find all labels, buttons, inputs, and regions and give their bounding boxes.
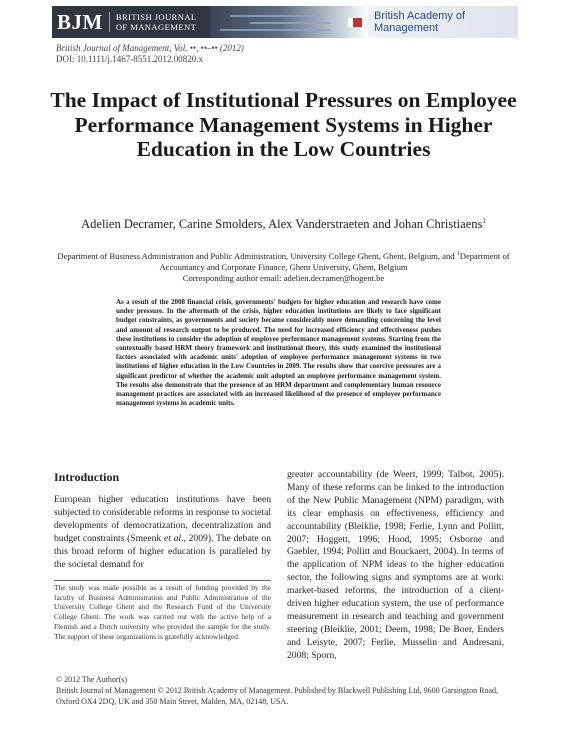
affiliation-2: Department of Accountancy and Corporate Finance, Ghent University, Ghent, Belgium (159, 250, 510, 272)
affiliation-1: Department of Business Administration and Public Administration, University College Ghent, Ghent, Belgium, and (57, 250, 455, 261)
intro-text-b: ., 2009). The debate on this broad reform of higher education is paralleled by the societal demand for (54, 532, 271, 570)
journal-reference: British Journal of Management, Vol. ••, ••–•• (2012) (56, 43, 244, 53)
journal-name (116, 12, 197, 32)
logo-divider (109, 12, 110, 32)
doi-link[interactable]: DOI: 10.1111/j.1467-8551.2012.00820.x (56, 54, 203, 64)
intro-text-a: European higher education institutions have been subjected to considerable reforms in response to societal developments of democratization, decentralization and budget constraints (Smeenk (54, 494, 271, 544)
journal-logo-block (52, 6, 210, 38)
publisher-block (368, 6, 518, 38)
journal-name-line-1: BRITISH JOURNAL (115, 12, 197, 22)
author-list (40, 214, 527, 233)
publisher-name: British Academy of Management (374, 10, 466, 34)
flag-icon (348, 18, 362, 27)
bjm-logo: BJM (57, 9, 103, 34)
body-paragraph-right: greater accountability (de Weert, 1999; Talbot, 2005). Many of these reforms can be linked to the introduction of the New Public Management (NPM) paradigm, with its clear emphasis on effectiveness, efficiency and accountability (Bleiklie, 1998; Ferlie, Lynn and Pollitt, 2007; Hoggett, 1996; Hood, 1995; Osborne and Gaebler, 1994; Pollitt and Bouckaert, 2004). In terms of the application of NPM ideas to the higher education sector, the following signs and symptoms are at work: market-based reforms, the introduction of a client-driven higher education system, the use of performance measurement in research and teaching and government steering (Bleiklie, 2001; Deem, 1998; De Boer, Enders and Leisyte, 2007; Ferlie, Musselin and Andresani, 2008; Sporn, (287, 469, 504, 661)
affiliation-marker: 1 (456, 251, 460, 257)
journal-banner (52, 6, 518, 38)
copyright-author: © 2012 The Author(s) (56, 675, 128, 684)
funding-footnote: The study was made possible as a result of funding provided by the faculty of Business Administration and Public Administration of the University College Ghent and the Research Fund of the University College Ghent. The work was carried out with the active help of a Flemish and a Dutch university who provided the sample for the study. The support of these organizations is gratefully acknowledged. (54, 583, 271, 641)
affiliation (50, 249, 517, 284)
author-marker: 1 (482, 217, 486, 225)
authors-text: Adelien Decramer, Carine Smolders, Alex Vanderstraeten and Johan Christiaens (81, 217, 483, 232)
corresponding-email: Corresponding author email: adelien.decramer@hogent.be (182, 272, 385, 283)
abstract: As a result of the 2008 financial crisis, governments' budgets for higher education and research have come under pressure. In the aftermath of the crisis, higher education institutions are likely to face significant budget constraints, as governments and society became considerably more demanding concerning the level and amount of research output to be produced. The need for increased efficiency and effectiveness pushes these institutions to consider the adoption of employee performance management systems. Starting from the contextually based HRM theory framework and institutional theory, this study examined the institutional factors associated with academic units' adoption of employee performance management systems in two institutions of higher education in the Low Countries in 2009. The results show that coercive pressures are a significant predictor of whether the academic unit adopted an employee performance management system. The results also demonstrate that the presence of an HRM department and complementary human resource management practices are associated with an increased likelihood of the presence of employee performance management systems in academic units. (116, 298, 441, 408)
banner-graphic (210, 6, 368, 38)
intro-et-al: et al (163, 532, 182, 544)
article-title: The Impact of Institutional Pressures on Employee Performance Management Systems in Higher Education in the Low Countries (50, 88, 517, 161)
footnote-rule (54, 580, 271, 581)
journal-name-line-2: OF MANAGEMENT (115, 22, 197, 32)
body-paragraph-left (54, 494, 271, 571)
copyright-publisher: British Journal of Management © 2012 British Academy of Management. Published by Blackwell Publishing Ltd, 9600 Garsington Road, Oxford OX4 2DQ, UK and 350 Main Street, Malden, MA, 02148, USA. (56, 686, 499, 706)
section-heading-introduction: Introduction (54, 470, 120, 484)
